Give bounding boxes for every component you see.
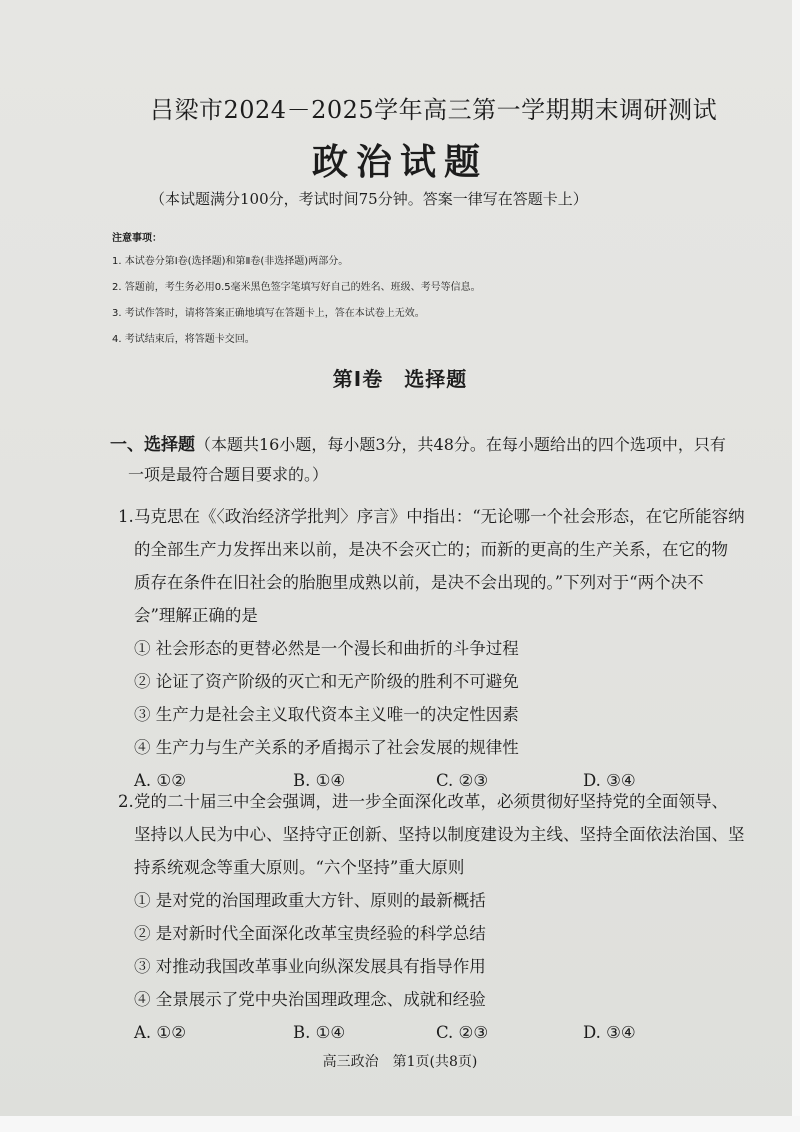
statement-option: ① 社会形态的更替必然是一个漫长和曲折的斗争过程 [134, 639, 519, 658]
notice-item: 4. 考试结束后，将答题卡交回。 [112, 334, 255, 345]
stem-line: 坚持以人民为中心、坚持守正创新、坚持以制度建设为主线、坚持全面依法治国、坚 [134, 825, 745, 844]
notice-item: 1. 本试卷分第Ⅰ卷(选择题)和第Ⅱ卷(非选择题)两部分。 [112, 256, 349, 267]
statement-option: ② 论证了资产阶级的灭亡和无产阶级的胜利不可避免 [134, 672, 519, 691]
statement-option: ④ 生产力与生产关系的矛盾揭示了社会发展的规律性 [134, 738, 519, 757]
answer-choice-b: B. ①④ [293, 1023, 346, 1042]
page-footer: 高三政治 第1页(共8页) [322, 1054, 478, 1070]
statement-option: ① 是对党的治国理政重大方针、原则的最新概括 [134, 891, 486, 910]
question-2 [118, 785, 778, 1049]
stem-line: 的全部生产力发挥出来以前，是决不会灭亡的；而新的更高的生产关系，在它的物 [134, 540, 728, 559]
question-number: 1. [118, 507, 134, 526]
exam-note: （本试题满分100分，考试时间75分钟。答案一律写在答题卡上） [150, 190, 588, 208]
part-instruction: （本题共16小题，每小题3分，共48分。在每小题给出的四个选项中，只有 [195, 435, 726, 454]
statement-options [118, 632, 778, 764]
answer-choice-d: D. ③④ [583, 771, 636, 790]
part-instruction-continued: 一项是最符合题目要求的。） [128, 465, 329, 484]
notice-item: 2. 答题前，考生务必用0.5毫米黑色签字笔填写好自己的姓名、班级、考号等信息。 [112, 282, 481, 293]
statement-option: ③ 对推动我国改革事业向纵深发展具有指导作用 [134, 957, 486, 976]
stem-line-first [118, 785, 778, 818]
stem-line: 持系统观念等重大原则。“六个坚持”重大原则 [134, 858, 465, 877]
subject-title: 政治试题 [311, 141, 488, 183]
stem-line-first [118, 500, 778, 533]
stem-text: 党的二十届三中全会强调，进一步全面深化改革，必须贯彻好坚持党的全面领导、 [134, 792, 728, 811]
question-number: 2. [118, 792, 134, 811]
answer-choice-d: D. ③④ [583, 1023, 636, 1042]
question-1 [118, 500, 778, 797]
part-heading [110, 430, 770, 490]
page-edge [0, 1116, 800, 1132]
statement-options [118, 884, 778, 1016]
exam-title: 吕梁市2024－2025学年高三第一学期期末调研测试 [150, 96, 718, 124]
answer-choice-b: B. ①④ [293, 771, 346, 790]
statement-option: ② 是对新时代全面深化改革宝贵经验的科学总结 [134, 924, 486, 943]
section-title: 第Ⅰ卷 选择题 [332, 367, 468, 391]
notice-item: 3. 考试作答时，请将答案正确地填写在答题卡上，答在本试卷上无效。 [112, 308, 425, 319]
answer-choice-c: C. ②③ [436, 771, 489, 790]
notice-list [112, 255, 481, 359]
stem-line: 质存在条件在旧社会的胎胞里成熟以前，是决不会出现的。”下列对于“两个决不 [134, 573, 704, 592]
page-edge [792, 0, 800, 1132]
answer-choice-a: A. ①② [134, 1023, 186, 1042]
answer-choices [118, 1016, 778, 1049]
statement-option: ④ 全景展示了党中央治国理政理念、成就和经验 [134, 990, 486, 1009]
question-stem [118, 785, 778, 884]
answer-choice-c: C. ②③ [436, 1023, 489, 1042]
stem-line: 会”理解正确的是 [134, 606, 258, 625]
answer-choice-a: A. ①② [134, 771, 186, 790]
part-label: 一、选择题 [110, 435, 195, 455]
statement-option: ③ 生产力是社会主义取代资本主义唯一的决定性因素 [134, 705, 519, 724]
question-stem [118, 500, 778, 632]
notice-heading: 注意事项： [112, 233, 162, 244]
stem-text: 马克思在《〈政治经济学批判〉序言》中指出：“无论哪一个社会形态，在它所能容纳 [134, 507, 745, 526]
